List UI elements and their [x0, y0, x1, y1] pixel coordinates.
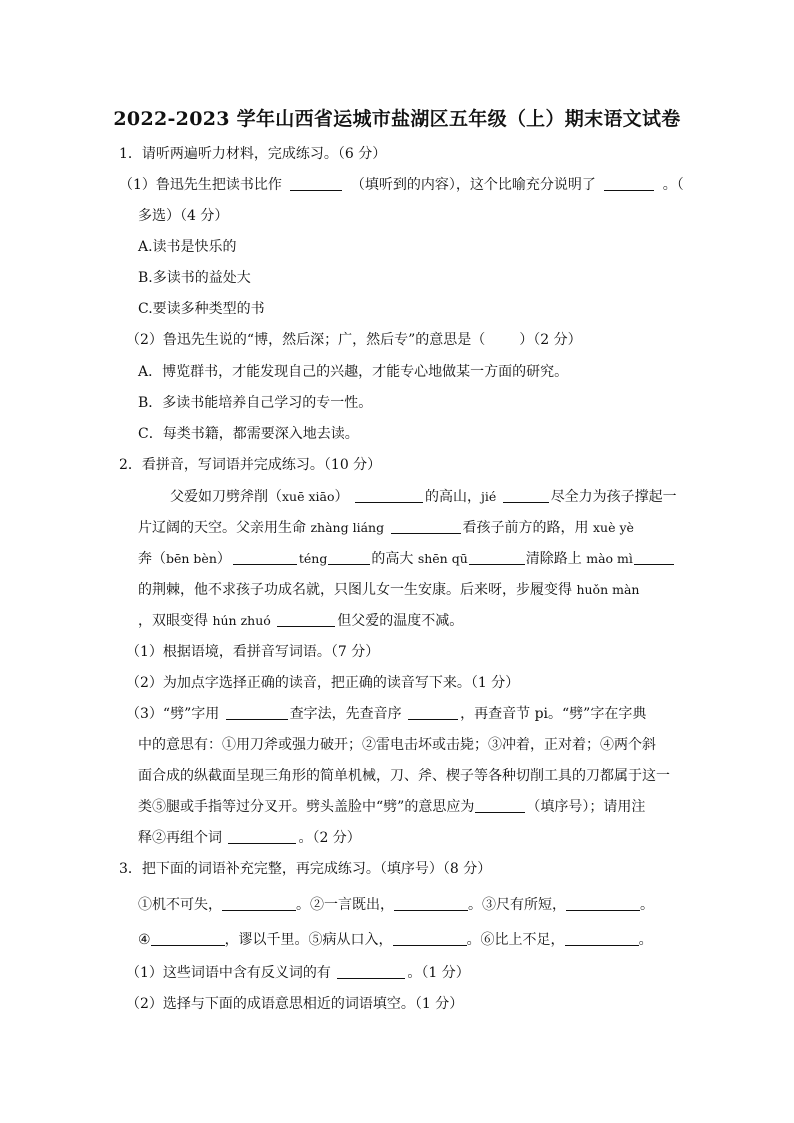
- text: （填序号）；请用注: [526, 799, 646, 815]
- question-1-part-1-cont: 多选）（4 分）: [138, 208, 229, 224]
- pinyin: xuè yè: [592, 520, 634, 535]
- text: ）（2 分）: [519, 332, 582, 348]
- text: ①机不可失，: [138, 897, 222, 913]
- text: 。③尺有所短，: [468, 897, 566, 913]
- option-2-b: B．多读书能培养自己学习的专一性。: [138, 395, 373, 411]
- pinyin: mào mì: [586, 551, 633, 566]
- text: 奔（: [138, 551, 166, 567]
- text: （2）鲁迅先生说的“博，然后深；广，然后专”的意思是（: [126, 332, 486, 348]
- text: （填听到的内容），这个比喻充分说明了: [350, 177, 596, 193]
- answer-blank[interactable]: [277, 612, 335, 627]
- answer-blank[interactable]: [503, 488, 549, 503]
- text: 的荆棘，他不求孩子功成名就，只图儿女一生安康。后来呀，步履变得: [138, 582, 572, 598]
- answer-blank[interactable]: [634, 550, 674, 565]
- question-1-stem: 1．请听两遍听力材料，完成练习。（6 分）: [119, 146, 387, 162]
- text: ④: [138, 932, 151, 948]
- answer-blank[interactable]: [355, 488, 423, 503]
- text: 清除路上: [525, 551, 582, 567]
- question-2-sub-2: （2）为加点字选择正确的读音，把正确的读音写下来。（1 分）: [126, 675, 520, 691]
- text: 。: [638, 932, 653, 948]
- answer-blank[interactable]: [337, 964, 405, 979]
- question-3-stem: 3．把下面的词语补充完整，再完成练习。（填序号）（8 分）: [119, 861, 492, 877]
- answer-blank[interactable]: [469, 550, 525, 565]
- pinyin: huǒn màn: [576, 582, 640, 597]
- page-title: 2022-2023 学年山西省运城市盐湖区五年级（上）期末语文试卷: [113, 108, 681, 130]
- question-2-sub-1: （1）根据语境，看拼音写词语。（7 分）: [126, 644, 380, 660]
- text: （1）鲁迅先生把读书比作: [119, 177, 282, 193]
- pinyin: jié: [480, 489, 497, 504]
- text: 片辽阔的天空。父亲用生命: [138, 520, 306, 536]
- passage-line-3: [138, 550, 675, 568]
- text: 。: [640, 897, 654, 913]
- text: ）: [216, 551, 231, 567]
- option-2-a: A．博览群书，才能发现自己的兴趣，才能专心地做某一方面的研究。: [138, 364, 569, 380]
- pinyin: hún zhuó: [212, 613, 271, 628]
- option-2-c: C．每类书籍，都需要深入地去读。: [138, 426, 359, 442]
- question-2-stem: 2．看拼音，写词语并完成练习。（10 分）: [119, 457, 382, 473]
- text: 。②一言既出，: [296, 897, 394, 913]
- answer-blank[interactable]: [566, 896, 640, 911]
- question-1-part-1: [119, 176, 684, 194]
- answer-blank[interactable]: [290, 176, 342, 191]
- text: ，谬以千里。⑤病从口入，: [224, 932, 393, 948]
- answer-blank[interactable]: [233, 550, 297, 565]
- passage-line-4: [138, 581, 639, 599]
- dictionary-meanings-line-4: [138, 829, 361, 847]
- text: 。（: [662, 177, 684, 193]
- question-1-part-2: [126, 331, 582, 349]
- answer-blank[interactable]: [328, 550, 370, 565]
- text: 父爱如刀劈斧削（: [170, 489, 282, 505]
- answer-blank[interactable]: [222, 896, 296, 911]
- text: 查字法，先查音序: [289, 706, 402, 722]
- text: ）: [334, 489, 349, 505]
- text: 但父爱的温度不减。: [337, 613, 464, 629]
- question-2-sub-3: [126, 705, 646, 723]
- answer-blank[interactable]: [393, 931, 467, 946]
- answer-blank[interactable]: [391, 519, 461, 534]
- option-b: B.多读书的益处大: [138, 270, 251, 286]
- text: （3）“劈”字用: [126, 706, 220, 722]
- answer-blank[interactable]: [565, 931, 639, 946]
- text: 的高大: [371, 551, 414, 567]
- question-3-sub-1: [126, 964, 470, 982]
- text: 看孩子前方的路，用: [462, 520, 589, 536]
- answer-blank[interactable]: [151, 931, 225, 946]
- pinyin: téng: [298, 551, 328, 566]
- pinyin: bēn bèn: [166, 551, 217, 566]
- answer-blank[interactable]: [408, 705, 458, 720]
- passage-line-5: [138, 612, 463, 630]
- option-a: A.读书是快乐的: [138, 239, 237, 255]
- text: 的高山，: [424, 489, 481, 505]
- text: 尽全力为孩子撑起一: [550, 489, 677, 505]
- dictionary-meanings-line-3: [138, 798, 645, 816]
- text: 释②再组个词: [138, 830, 222, 846]
- dictionary-meanings-line-2: 面合成的纵截面呈现三角形的简单机械，刀、斧、楔子等各种切削工具的刀都属于这一: [138, 768, 670, 784]
- pinyin: shēn qū: [417, 551, 468, 566]
- dictionary-meanings-line-1: 中的意思有：①用刀斧或强力破开；②雷电击坏或击毙；③冲着，正对着；④两个斜: [138, 737, 656, 753]
- text: ，双眼变得: [138, 613, 208, 629]
- answer-blank[interactable]: [394, 896, 468, 911]
- answer-blank[interactable]: [226, 705, 288, 720]
- answer-blank[interactable]: [475, 798, 525, 813]
- passage-line-1: [170, 488, 677, 506]
- pinyin: xuē xiāo: [282, 489, 335, 504]
- text: ，再查音节 pi。“劈”字在字典: [460, 706, 647, 722]
- text: 。（2 分）: [298, 830, 361, 846]
- text: 。⑥比上不足，: [466, 932, 565, 948]
- pinyin: zhàng liáng: [310, 520, 385, 535]
- idiom-row-1: [138, 896, 654, 914]
- passage-line-2: [138, 519, 634, 537]
- question-3-sub-2: （2）选择与下面的成语意思相近的词语填空。（1 分）: [126, 996, 464, 1012]
- text: 。（1 分）: [407, 965, 470, 981]
- option-c: C.要读多种类型的书: [138, 301, 265, 317]
- answer-blank[interactable]: [228, 829, 296, 844]
- text: 类⑤腿或手指等过分叉开。劈头盖脸中“劈”的意思应为: [138, 799, 475, 815]
- answer-blank[interactable]: [604, 176, 654, 191]
- idiom-row-2: [138, 931, 653, 949]
- text: （1）这些词语中含有反义词的有: [126, 965, 331, 981]
